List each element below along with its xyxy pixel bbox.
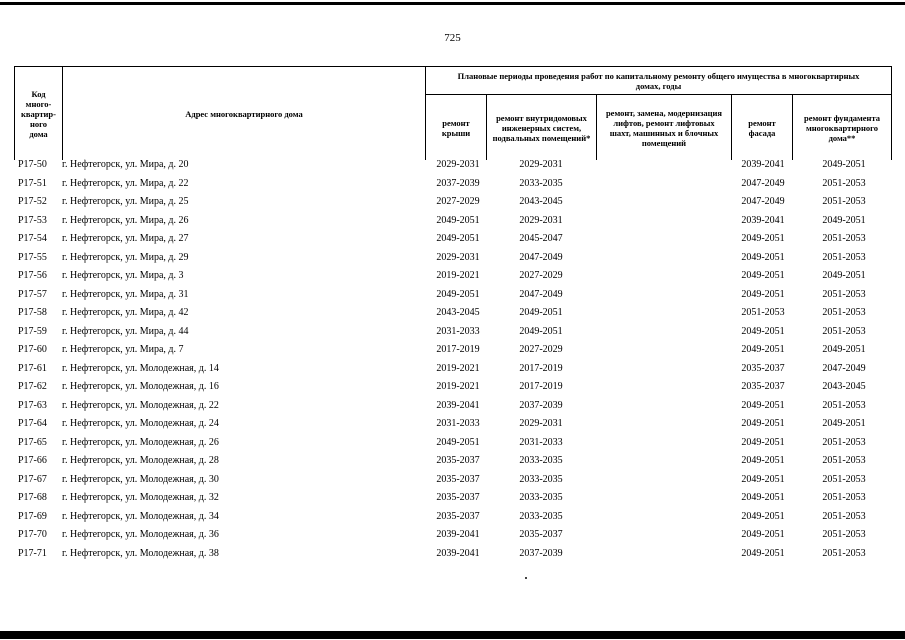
cell-facade: 2049-2051 — [741, 288, 785, 300]
cell-systems: 2031-2033 — [519, 436, 563, 448]
cell-code: P17-63 — [18, 399, 47, 411]
cell-roof: 2043-2045 — [436, 307, 480, 318]
cell-roof: 2019-2021 — [436, 270, 480, 281]
cell-code: P17-55 — [18, 251, 47, 263]
cell-systems: 2033-2035 — [519, 455, 563, 466]
cell-code: P17-69 — [18, 510, 47, 522]
cell-facade: 2049-2051 — [741, 251, 785, 263]
cell-foundation: 2051-2053 — [822, 307, 866, 318]
cell-roof: 2035-2037 — [436, 455, 480, 466]
cell-facade: 2049-2051 — [741, 233, 785, 244]
table-row — [14, 438, 892, 457]
cell-roof: 2039-2041 — [436, 529, 480, 540]
cell-address: г. Нефтегорск, ул. Молодежная, д. 34 — [62, 510, 219, 522]
table-row — [14, 271, 892, 290]
cell-address: г. Нефтегорск, ул. Молодежная, д. 14 — [62, 362, 219, 374]
scan-speck — [525, 577, 527, 579]
cell-facade: 2049-2051 — [741, 436, 785, 448]
cell-systems: 2045-2047 — [519, 233, 563, 244]
table-row — [14, 308, 892, 327]
cell-roof: 2035-2037 — [436, 492, 480, 503]
cell-code: P17-56 — [18, 270, 47, 281]
cell-foundation: 2051-2053 — [822, 233, 866, 244]
cell-address: г. Нефтегорск, ул. Молодежная, д. 24 — [62, 418, 219, 429]
cell-systems: 2043-2045 — [519, 196, 563, 207]
cell-address: г. Нефтегорск, ул. Молодежная, д. 32 — [62, 492, 219, 503]
cell-roof: 2049-2051 — [436, 436, 480, 448]
cell-foundation: 2043-2045 — [822, 381, 866, 392]
cell-facade: 2049-2051 — [741, 399, 785, 411]
cell-address: г. Нефтегорск, ул. Молодежная, д. 22 — [62, 399, 219, 411]
cell-address: г. Нефтегорск, ул. Мира, д. 7 — [62, 344, 184, 355]
cell-address: г. Нефтегорск, ул. Мира, д. 44 — [62, 325, 189, 337]
cell-code: P17-64 — [18, 418, 47, 429]
table-row — [14, 179, 892, 198]
cell-systems: 2037-2039 — [519, 547, 563, 559]
cell-roof: 2049-2051 — [436, 288, 480, 300]
cell-code: P17-66 — [18, 455, 47, 466]
cell-code: P17-71 — [18, 547, 47, 559]
header-code: Код много-квартир-ного дома — [14, 66, 62, 160]
cell-address: г. Нефтегорск, ул. Мира, д. 25 — [62, 196, 189, 207]
cell-roof: 2027-2029 — [436, 196, 480, 207]
cell-foundation: 2051-2053 — [822, 325, 866, 337]
table-row — [14, 530, 892, 549]
cell-facade: 2051-2053 — [741, 307, 785, 318]
cell-code: P17-58 — [18, 307, 47, 318]
top-rule — [0, 2, 905, 5]
table-row — [14, 345, 892, 364]
table-row — [14, 216, 892, 235]
bottom-rule — [0, 631, 905, 639]
cell-foundation: 2051-2053 — [822, 492, 866, 503]
header-foundation: ремонт фундамента многоквартирного дома** — [792, 94, 892, 160]
cell-systems: 2029-2031 — [519, 159, 563, 170]
cell-address: г. Нефтегорск, ул. Мира, д. 22 — [62, 177, 189, 189]
cell-systems: 2035-2037 — [519, 529, 563, 540]
cell-facade: 2049-2051 — [741, 547, 785, 559]
cell-foundation: 2049-2051 — [822, 418, 866, 429]
header-facade: ремонт фасада — [731, 94, 792, 160]
cell-foundation: 2049-2051 — [822, 159, 866, 170]
cell-foundation: 2051-2053 — [822, 288, 866, 300]
cell-code: P17-59 — [18, 325, 47, 337]
cell-systems: 2027-2029 — [519, 270, 563, 281]
table-row — [14, 382, 892, 401]
table-row — [14, 401, 892, 420]
cell-systems: 2037-2039 — [519, 399, 563, 411]
cell-facade: 2047-2049 — [741, 196, 785, 207]
table-row — [14, 234, 892, 253]
cell-address: г. Нефтегорск, ул. Мира, д. 27 — [62, 233, 189, 244]
cell-foundation: 2051-2053 — [822, 510, 866, 522]
cell-facade: 2047-2049 — [741, 177, 785, 189]
cell-address: г. Нефтегорск, ул. Мира, д. 20 — [62, 159, 189, 170]
cell-systems: 2033-2035 — [519, 492, 563, 503]
cell-address: г. Нефтегорск, ул. Мира, д. 42 — [62, 307, 189, 318]
cell-facade: 2035-2037 — [741, 362, 785, 374]
table-row — [14, 419, 892, 438]
cell-systems: 2017-2019 — [519, 362, 563, 374]
cell-roof: 2039-2041 — [436, 399, 480, 411]
cell-facade: 2049-2051 — [741, 325, 785, 337]
cell-facade: 2049-2051 — [741, 529, 785, 540]
table-row — [14, 512, 892, 531]
cell-roof: 2049-2051 — [436, 233, 480, 244]
header-lifts: ремонт, замена, модернизация лифтов, ремонт лифтовых шахт, машинных и блочных помещений — [596, 94, 731, 160]
cell-systems: 2033-2035 — [519, 177, 563, 189]
cell-address: г. Нефтегорск, ул. Мира, д. 3 — [62, 270, 184, 281]
cell-address: г. Нефтегорск, ул. Молодежная, д. 26 — [62, 436, 219, 448]
header-systems: ремонт внутридомовых инженерных систем, подвальных помещений* — [486, 94, 596, 160]
cell-code: P17-53 — [18, 214, 47, 226]
cell-roof: 2035-2037 — [436, 510, 480, 522]
cell-foundation: 2051-2053 — [822, 547, 866, 559]
cell-foundation: 2051-2053 — [822, 177, 866, 189]
table-row — [14, 475, 892, 494]
cell-facade: 2039-2041 — [741, 214, 785, 226]
cell-address: г. Нефтегорск, ул. Молодежная, д. 28 — [62, 455, 219, 466]
cell-facade: 2035-2037 — [741, 381, 785, 392]
cell-code: P17-70 — [18, 529, 47, 540]
cell-facade: 2049-2051 — [741, 418, 785, 429]
cell-roof: 2019-2021 — [436, 381, 480, 392]
cell-roof: 2029-2031 — [436, 251, 480, 263]
cell-code: P17-54 — [18, 233, 47, 244]
cell-code: P17-50 — [18, 159, 47, 170]
cell-foundation: 2051-2053 — [822, 251, 866, 263]
cell-foundation: 2047-2049 — [822, 362, 866, 374]
cell-address: г. Нефтегорск, ул. Мира, д. 31 — [62, 288, 189, 300]
cell-systems: 2029-2031 — [519, 214, 563, 226]
cell-roof: 2031-2033 — [436, 325, 480, 337]
cell-facade: 2049-2051 — [741, 270, 785, 281]
cell-code: P17-65 — [18, 436, 47, 448]
cell-code: P17-52 — [18, 196, 47, 207]
table-row — [14, 327, 892, 346]
cell-foundation: 2051-2053 — [822, 473, 866, 485]
cell-roof: 2037-2039 — [436, 177, 480, 189]
cell-foundation: 2051-2053 — [822, 455, 866, 466]
cell-address: г. Нефтегорск, ул. Молодежная, д. 36 — [62, 529, 219, 540]
cell-facade: 2049-2051 — [741, 473, 785, 485]
cell-systems: 2029-2031 — [519, 418, 563, 429]
table-row — [14, 253, 892, 272]
cell-code: P17-51 — [18, 177, 47, 189]
cell-address: г. Нефтегорск, ул. Мира, д. 26 — [62, 214, 189, 226]
cell-systems: 2049-2051 — [519, 307, 563, 318]
cell-code: P17-68 — [18, 492, 47, 503]
cell-foundation: 2049-2051 — [822, 344, 866, 355]
header-roof: ремонт крыши — [425, 94, 486, 160]
cell-address: г. Нефтегорск, ул. Молодежная, д. 30 — [62, 473, 219, 485]
cell-roof: 2039-2041 — [436, 547, 480, 559]
cell-address: г. Нефтегорск, ул. Мира, д. 29 — [62, 251, 189, 263]
cell-foundation: 2051-2053 — [822, 399, 866, 411]
cell-systems: 2047-2049 — [519, 288, 563, 300]
cell-facade: 2039-2041 — [741, 159, 785, 170]
cell-address: г. Нефтегорск, ул. Молодежная, д. 16 — [62, 381, 219, 392]
header-address: Адрес многоквартирного дома — [62, 66, 425, 160]
table-row — [14, 290, 892, 309]
cell-roof: 2017-2019 — [436, 344, 480, 355]
table-row — [14, 364, 892, 383]
page-number: 725 — [444, 32, 461, 44]
table-row — [14, 549, 892, 568]
cell-roof: 2029-2031 — [436, 159, 480, 170]
cell-facade: 2049-2051 — [741, 510, 785, 522]
cell-roof: 2019-2021 — [436, 362, 480, 374]
cell-systems: 2033-2035 — [519, 473, 563, 485]
cell-facade: 2049-2051 — [741, 344, 785, 355]
table-row — [14, 456, 892, 475]
cell-code: P17-62 — [18, 381, 47, 392]
table-row — [14, 160, 892, 179]
header-periods: Плановые периоды проведения работ по капитальному ремонту общего имущества в многоквартирных домах, годы — [425, 66, 892, 94]
cell-systems: 2033-2035 — [519, 510, 563, 522]
cell-foundation: 2049-2051 — [822, 214, 866, 226]
cell-systems: 2027-2029 — [519, 344, 563, 355]
cell-foundation: 2049-2051 — [822, 270, 866, 281]
cell-foundation: 2051-2053 — [822, 196, 866, 207]
cell-systems: 2049-2051 — [519, 325, 563, 337]
cell-address: г. Нефтегорск, ул. Молодежная, д. 38 — [62, 547, 219, 559]
cell-foundation: 2051-2053 — [822, 529, 866, 540]
cell-code: P17-57 — [18, 288, 47, 300]
cell-code: P17-60 — [18, 344, 47, 355]
cell-code: P17-61 — [18, 362, 47, 374]
cell-roof: 2035-2037 — [436, 473, 480, 485]
cell-foundation: 2051-2053 — [822, 436, 866, 448]
table-body — [14, 160, 892, 567]
table-row — [14, 197, 892, 216]
cell-facade: 2049-2051 — [741, 455, 785, 466]
cell-code: P17-67 — [18, 473, 47, 485]
cell-systems: 2017-2019 — [519, 381, 563, 392]
cell-roof: 2031-2033 — [436, 418, 480, 429]
cell-facade: 2049-2051 — [741, 492, 785, 503]
table-row — [14, 493, 892, 512]
cell-roof: 2049-2051 — [436, 214, 480, 226]
cell-systems: 2047-2049 — [519, 251, 563, 263]
